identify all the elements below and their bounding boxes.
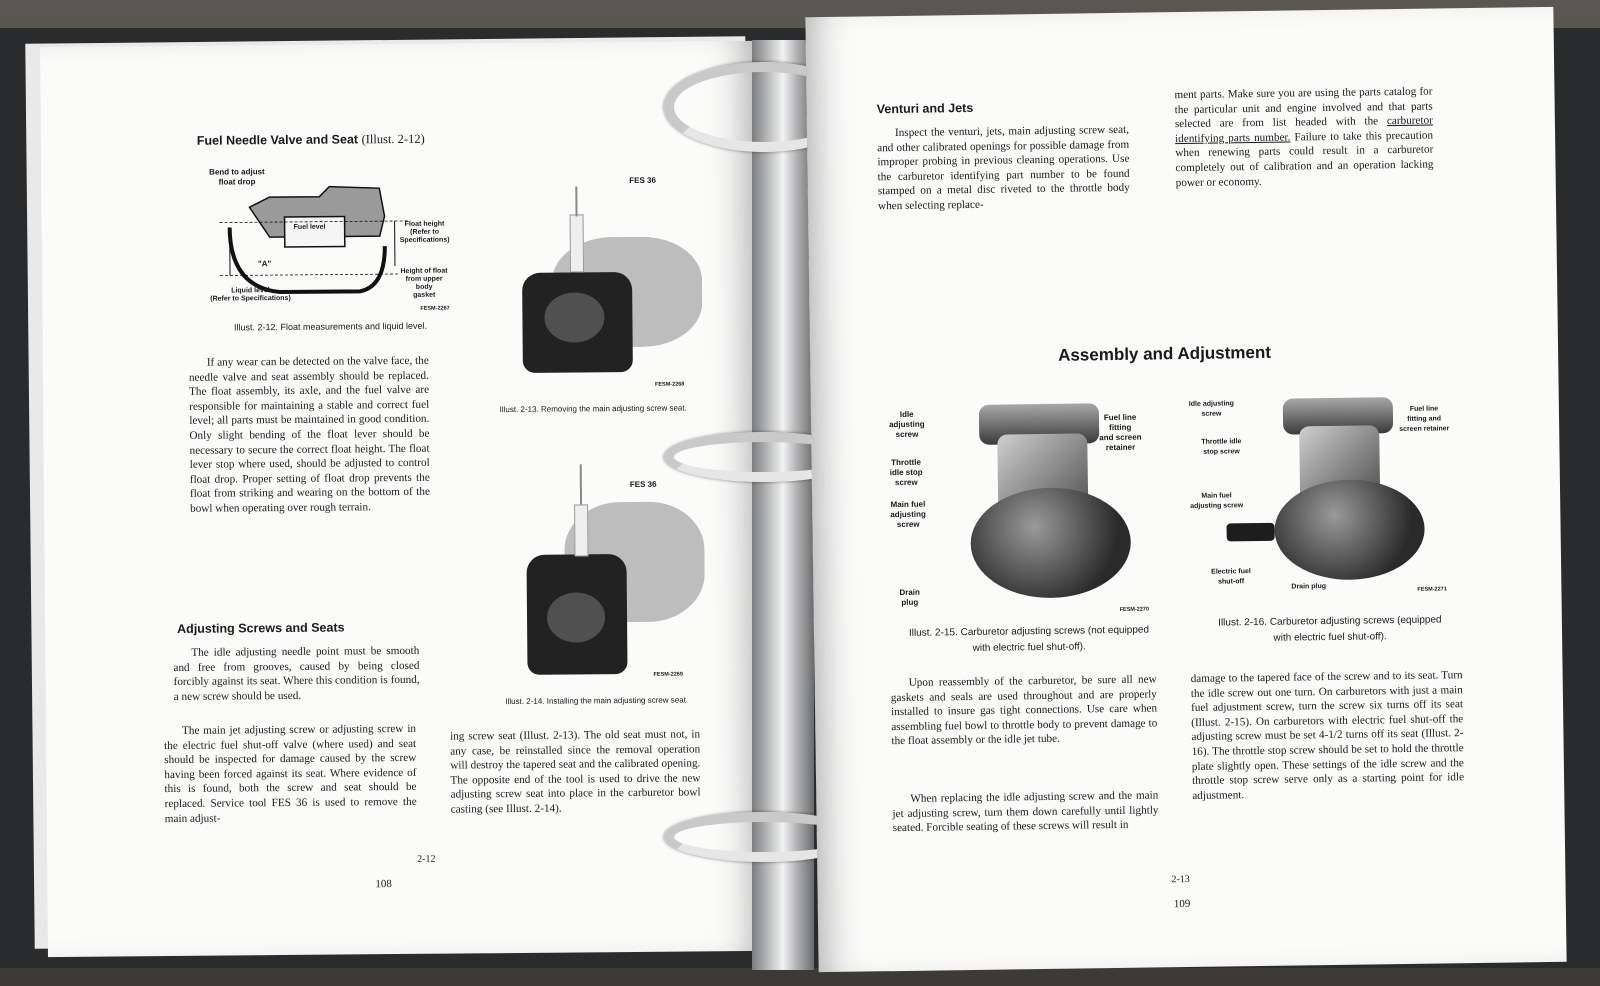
label-liquid-level: Liquid level (Refer to Specifications) xyxy=(210,287,291,303)
caption-illust-2-14: Illust. 2-14. Installing the main adjusting screw seat. xyxy=(505,695,689,707)
page-number-left: 108 xyxy=(375,878,392,891)
tool-tip xyxy=(575,186,577,216)
label-electric-shutoff: Electric fuel shut-off xyxy=(1211,568,1251,586)
photo-illust-2-13 xyxy=(481,181,703,393)
label-main-fuel-b: Main fuel adjusting screw xyxy=(1190,492,1244,510)
label-float-height: Float height (Refer to Specifications) xyxy=(399,220,450,244)
photo-illust-2-16 xyxy=(1189,392,1468,600)
para2-underline-2: identifying parts number. xyxy=(1175,131,1291,145)
page-code-right: 2-13 xyxy=(1171,873,1190,886)
caption-illust-2-16: Illust. 2-16. Carburetor adjusting screws (equipped with electric fuel shut-off). xyxy=(1218,614,1442,644)
para2-text-a: ment parts. Make sure you are using the parts catalog for the particular unit and engine involved and that parts selected are from list headed with the xyxy=(1174,85,1433,131)
page-number-right: 109 xyxy=(1173,897,1191,911)
label-fuel-level: Fuel level xyxy=(293,223,326,231)
label-fuel-line-b: Fuel line fitting and screen retainer xyxy=(1399,405,1450,434)
section-title-adjusting-screws: Adjusting Screws and Seats xyxy=(177,620,345,636)
paragraph-reassembly: Upon reassembly of the carburetor, be sure all new gaskets and seals are used throughout and are properly installed to insure gas tight connections. Use care when assembling fuel bowl to throttle body to prevent damage to the float assembly or the idle jet tube. xyxy=(890,673,1158,748)
paragraph-float: If any wear can be detected on the valve face, the needle valve and seat assembly should be replaced. The float assembly, its axle, and the fuel valve are responsible for maintaining a stable and correct fuel level; all parts must be maintained in good condition. Only slight bending of the float lever should be necessary to secure the correct float height. The float lever stop where used, should be adjusted to control float drop. Proper setting of float drop prevents the float from striking and wearing on the bottom of the bowl when operating over rough terrain. xyxy=(188,354,430,515)
label-throttle-idle-a: Throttle idle stop screw xyxy=(889,457,923,488)
section-title-assembly: Assembly and Adjustment xyxy=(1057,342,1272,365)
photo-code-a: FESM-2268 xyxy=(654,381,685,388)
section-title-text: Fuel Needle Valve and Seat xyxy=(196,132,359,148)
para2-text-b: Failure to take this precaution when renewing parts could result in a carburetor completely out of calibration and an operation lacking power or economy. xyxy=(1175,129,1434,189)
carb-bowl xyxy=(970,487,1132,599)
photo-code-b: FESM-2269 xyxy=(653,671,683,678)
page-code-left: 2-12 xyxy=(417,853,436,865)
paragraph-replacement-parts xyxy=(1174,85,1433,191)
figure-code-2271: FESM-2271 xyxy=(1417,586,1447,593)
label-height-of-float: Height of float from upper body gasket xyxy=(400,267,448,299)
photo-illust-2-14 xyxy=(484,461,706,683)
paragraph-main-jet: The main jet adjusting screw or adjusting screw in the electric fuel shut-off valve (where used) and seat should be inspected for damage caused by the screw having been forced against its seat. Where evidence of this is found, both the screw and seat should be replaced. Service tool FES 36 is used to remove the main adjust- xyxy=(164,722,417,825)
label-drain-plug-a: Drain plug xyxy=(899,587,920,607)
figure-code-2270: FESM-2270 xyxy=(1119,606,1150,613)
carb-bowl xyxy=(1274,479,1425,581)
carburetor-bore xyxy=(547,592,605,643)
caption-illust-2-15: Illust. 2-15. Carburetor adjusting screws (not equipped with electric fuel shut-off). xyxy=(908,624,1150,654)
section-title-venturi: Venturi and Jets xyxy=(876,100,974,117)
tool-fes36 xyxy=(574,504,588,556)
paragraph-screw-seat: ing screw seat (Illust. 2-13). The old seat must not, in any case, be reinstalled since the removal operation will destroy the tapered seat and the calibrated opening. The opposite end of the tool is used to drive the new adjusting screw seat into place in the carburetor bowl casting (see Illust. 2-14). xyxy=(450,728,701,816)
section-ref: (Illust. 2-12) xyxy=(361,131,425,147)
float-diagram xyxy=(209,166,450,318)
label-a: "A" xyxy=(257,259,272,269)
left-page xyxy=(40,41,760,957)
label-drain-plug-b: Drain plug xyxy=(1291,583,1327,591)
paragraph-replacing-screws: When replacing the idle adjusting screw and the main jet adjusting screw, turn them down carefully until lightly seated. Forcible seating of these screws will result in xyxy=(892,789,1159,835)
figure-code: FESM-2267 xyxy=(420,305,450,312)
label-idle-adjusting-a: Idle adjusting screw xyxy=(889,409,925,440)
label-main-fuel-a: Main fuel adjusting screw xyxy=(890,499,926,530)
label-throttle-idle-b: Throttle idle stop screw xyxy=(1201,438,1242,456)
label-fes36-a: FES 36 xyxy=(629,175,656,185)
paragraph-venturi: Inspect the venturi, jets, main adjusting screw seat, and other calibrated openings for possible damage from improper probing in previous cleaning operations. Use the carburetor identifying part number to be found stamped on a metal disc riveted to the throttle body when selecting replace- xyxy=(877,123,1130,213)
caption-illust-2-13: Illust. 2-13. Removing the main adjusting screw seat. xyxy=(499,403,687,415)
tool-tip xyxy=(580,464,582,504)
tool-fes36 xyxy=(570,214,585,272)
label-idle-adjusting-b: Idle adjusting screw xyxy=(1188,400,1234,418)
carburetor-bore xyxy=(544,292,604,343)
label-fes36-b: FES 36 xyxy=(629,479,657,489)
label-bend: Bend to adjust float drop xyxy=(209,167,265,187)
section-title-fuel-needle xyxy=(197,132,425,149)
label-fuel-line-a: Fuel line fitting and screen retainer xyxy=(1099,412,1142,453)
paragraph-idle-settings: damage to the tapered face of the screw and to its seat. Turn the idle screw out one turn. On carburetors with just a main fuel adjustment screw, turn the screw six turns off its seat (Illust. 2-15). On carburetors with electric fuel shut-off the adjusting screw must be set 4-1/2 turns off its seat (Illust. 2-16). The throttle stop screw should be set to hold the throttle plate slightly open. These settings of the idle screw and the throttle stop screw serve only as a starting point for idle adjustment. xyxy=(1190,669,1465,802)
caption-illust-2-12: Illust. 2-12. Float measurements and liquid level. xyxy=(233,320,428,333)
paragraph-idle-needle: The idle adjusting needle point must be smooth and free from grooves, caused by being closed forcibly against its seat. Where this condition is found, a new screw should be used. xyxy=(173,644,420,703)
para2-underline-1: carburetor xyxy=(1386,114,1433,128)
photo-illust-2-15 xyxy=(889,396,1164,624)
right-page xyxy=(805,7,1566,972)
electric-solenoid xyxy=(1226,523,1274,542)
